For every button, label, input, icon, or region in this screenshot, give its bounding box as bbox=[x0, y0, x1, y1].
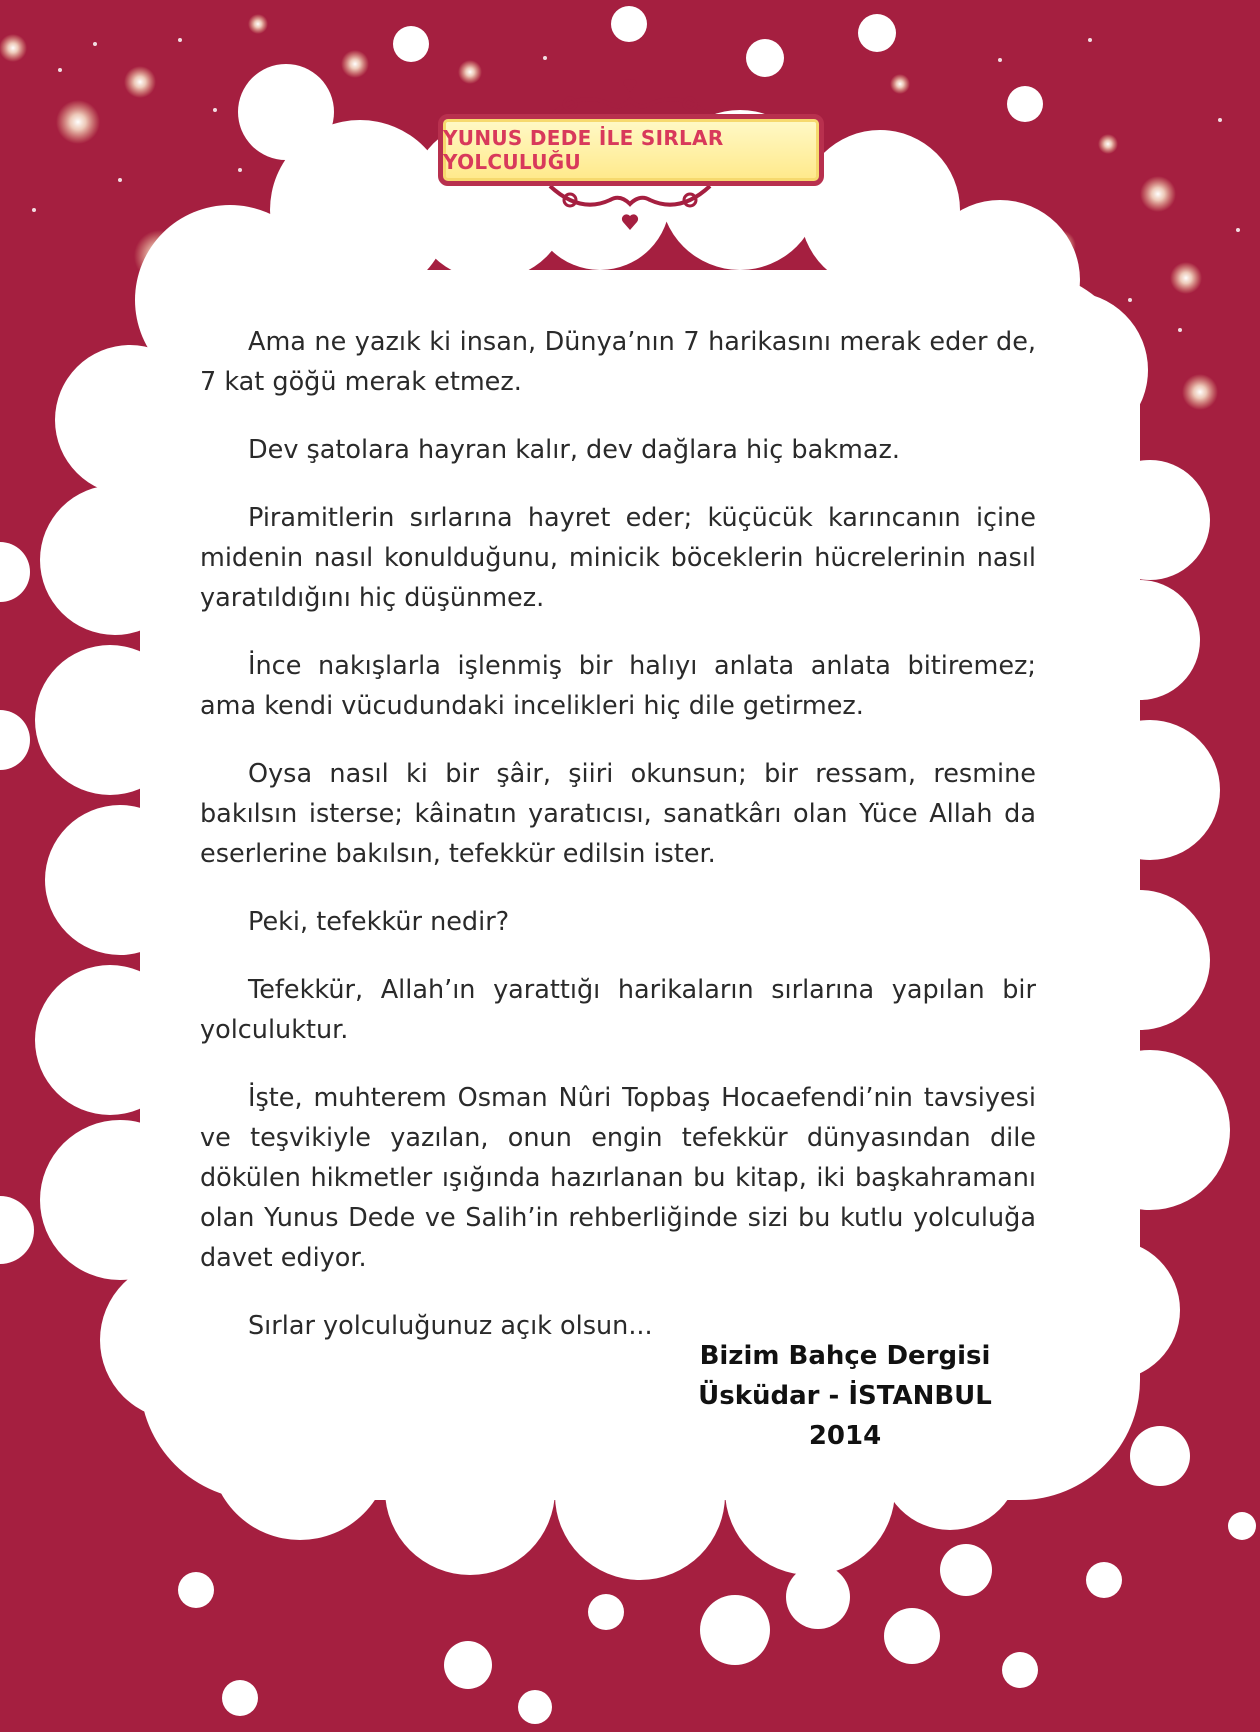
paragraph-4: İnce nakışlarla işlenmiş bir halıyı anlata anlata bitiremez; ama kendi vücudundaki incelikleri hiç dile getirmez. bbox=[200, 651, 1036, 721]
banner-title: YUNUS DEDE İLE SIRLAR YOLCULUĞU bbox=[443, 126, 724, 174]
paragraph-7: Tefekkür, Allah’ın yarattığı harikaların sırlarına yapılan bir yolculuktur. bbox=[200, 975, 1036, 1045]
publication-year: 2014 bbox=[808, 1421, 882, 1451]
paragraph-9: Sırlar yolculuğunuz açık olsun... bbox=[248, 1311, 653, 1341]
publisher-name: Bizim Bahçe Dergisi bbox=[699, 1341, 991, 1371]
signature-block bbox=[670, 1336, 1020, 1456]
paragraph-8: İşte, muhterem Osman Nûri Topbaş Hocaefendi’nin tavsiyesi ve teşvikiyle yazılan, onun engin tefekkür dünyasından dile dökülen hikmetler ışığında hazırlanan bu kitap, iki başkahramanı olan Yunus Dede ve Salih’in rehberliğinde sizi bu kutlu yolculuğa davet ediyor. bbox=[200, 1083, 1036, 1273]
paragraph-5: Oysa nasıl ki bir şâir, şiiri okunsun; bir ressam, resmine bakılsın isterse; kâinatın yaratıcısı, sanatkârı olan Yüce Allah da eserlerine bakılsın, tefekkür edilsin ister. bbox=[200, 759, 1036, 869]
title-banner bbox=[438, 114, 824, 186]
paragraph-2: Dev şatolara hayran kalır, dev dağlara hiç bakmaz. bbox=[248, 435, 900, 465]
paragraph-3: Piramitlerin sırlarına hayret eder; küçücük karıncanın içine midenin nasıl konulduğunu, minicik böceklerin hücrelerinin nasıl yaratıldığını hiç düşünmez. bbox=[200, 503, 1036, 613]
body-text bbox=[200, 322, 1036, 1374]
banner-top-ornament-icon bbox=[540, 70, 720, 120]
publisher-location: Üsküdar - İSTANBUL bbox=[698, 1381, 992, 1411]
paragraph-6: Peki, tefekkür nedir? bbox=[248, 907, 510, 937]
banner-bottom-ornament-icon bbox=[540, 180, 720, 238]
paragraph-1: Ama ne yazık ki insan, Dünya’nın 7 harikasını merak eder de, 7 kat göğü merak etmez. bbox=[200, 327, 1036, 397]
